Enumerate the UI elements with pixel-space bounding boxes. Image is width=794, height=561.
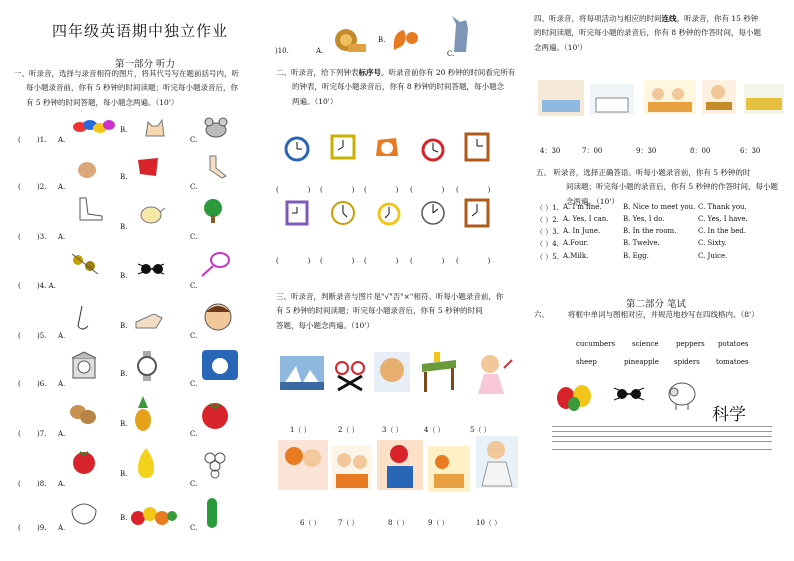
- option-a-label: A.: [58, 183, 66, 191]
- option-c-label: C.: [190, 380, 198, 388]
- option-a-label: A.: [58, 332, 66, 340]
- instruction-line: 答题，每小题念两遍。（10'）: [276, 320, 374, 330]
- part2-heading: 第二部分 笔试: [626, 299, 687, 310]
- instruction-line: 二、听录音，给下列钟表标序号。听录音前你有 20 秒钟的时间看完所有: [276, 68, 516, 77]
- bold-word: 连线: [661, 14, 677, 23]
- clock-icon: [464, 132, 490, 162]
- answer-bracket[interactable]: (: [18, 136, 21, 144]
- option-b-label: B.: [120, 173, 128, 181]
- option-c: C. Thank you.: [698, 203, 747, 211]
- answer-bracket[interactable]: （ ）5.: [536, 253, 559, 261]
- word-option: science: [632, 340, 659, 348]
- section4-instruction: [534, 12, 784, 55]
- writing-line: [552, 431, 772, 432]
- clock-icon: [330, 200, 356, 226]
- question-number: )5.: [37, 332, 47, 340]
- opera-house-picture: [280, 356, 324, 390]
- word-option: sheep: [576, 358, 597, 366]
- class-picture: [644, 80, 696, 114]
- question-number: )6.: [37, 380, 47, 388]
- option-b: B. Egg.: [623, 252, 649, 260]
- question-number: )3.: [37, 233, 47, 241]
- cat-icon: [142, 114, 168, 138]
- question-number: )4. A.: [37, 282, 56, 290]
- option-c: C. In the bed.: [698, 227, 747, 235]
- judge-bracket[interactable]: 5（ ）: [470, 426, 491, 434]
- option-a: A.Four.: [563, 239, 589, 247]
- desk-picture: [418, 350, 460, 394]
- insects-icon: [70, 250, 100, 276]
- watch-icon: [134, 350, 160, 382]
- clock-answer-bracket[interactable]: ( ): [410, 186, 449, 194]
- time-label: 8：00: [690, 147, 711, 155]
- page-title: 四年级英语期中独立作业: [52, 22, 229, 40]
- bedroom-picture: [538, 80, 584, 116]
- option-c-label: C.: [190, 233, 198, 241]
- answer-bracket[interactable]: (: [18, 183, 21, 191]
- instruction-line: 四、听录音，将每项活动与相应的时间连线。听录音，你有 15 秒钟: [534, 14, 759, 23]
- bicycle-crossed-picture: [334, 354, 366, 392]
- judge-bracket[interactable]: 9（ ）: [428, 519, 449, 527]
- option-a: A.Milk.: [563, 252, 589, 260]
- clock-icon: [376, 200, 402, 226]
- clock-icon: [330, 134, 356, 160]
- question-number: )1.: [37, 136, 47, 144]
- clock-answer-bracket[interactable]: ( ): [276, 257, 315, 265]
- face-icon: [202, 300, 234, 332]
- judge-bracket[interactable]: 2（ ）: [338, 426, 359, 434]
- nose-icon: [70, 304, 96, 334]
- answer-bracket[interactable]: （ ）3.: [536, 228, 559, 236]
- mouse-icon: [203, 116, 229, 138]
- time-label: 4：30: [540, 147, 561, 155]
- answer-bracket[interactable]: (: [18, 430, 21, 438]
- question-number: )2.: [37, 183, 47, 191]
- option-a-label: A.: [58, 524, 66, 532]
- answer-bracket[interactable]: (: [18, 332, 21, 340]
- family-picture: [332, 446, 372, 490]
- girl-picture: [470, 350, 514, 396]
- instruction-line: 每小题录音前，你有 5 秒钟的时间读题；听完每小题录音后，你: [26, 83, 239, 93]
- clock-answer-bracket[interactable]: ( ): [456, 257, 495, 265]
- option-c-label: C.: [190, 136, 198, 144]
- question-number: )8.: [37, 480, 47, 488]
- option-c: C. Juice.: [698, 252, 728, 260]
- lion-icon: [332, 26, 368, 58]
- clock-answer-bracket[interactable]: ( ): [364, 257, 403, 265]
- option-b: B. In the room.: [623, 227, 677, 235]
- clock-icon: [464, 198, 490, 228]
- option-b: B. Nice to meet you.: [623, 203, 696, 211]
- egg-icon: [75, 160, 99, 180]
- clock-icon: [284, 136, 310, 162]
- racket-icon: [198, 250, 232, 278]
- section1-instruction: [14, 67, 264, 110]
- instruction-line: 的钟表，听完每小题录音后，你有 8 秒钟的时间答题，每小题念: [292, 82, 505, 92]
- judge-bracket[interactable]: 7（ ）: [338, 519, 359, 527]
- option-b-label: B.: [120, 370, 128, 378]
- question-number: )7.: [37, 430, 47, 438]
- clock-answer-bracket[interactable]: ( ): [364, 186, 403, 194]
- clock-icon: [420, 200, 446, 226]
- part1-heading: 第一部分 听力: [115, 59, 176, 70]
- option-b-label: B.: [120, 223, 128, 231]
- judge-bracket[interactable]: 8（ ）: [388, 519, 409, 527]
- option-a: A. In June.: [563, 227, 601, 235]
- answer-bracket[interactable]: （ ）1.: [536, 204, 559, 212]
- clock-answer-bracket[interactable]: ( ): [320, 186, 359, 194]
- instruction-line: 一、听录音，选择与录音相符的图片，将其代号写在题前括号内，听: [14, 69, 239, 78]
- teapot-icon: [136, 202, 166, 224]
- judge-bracket[interactable]: 6（ ）: [300, 519, 321, 527]
- tree-icon: [200, 198, 226, 224]
- option-b-label: B.: [120, 126, 128, 134]
- judge-bracket[interactable]: 1（ ）: [290, 426, 311, 434]
- building-clock-icon: [70, 350, 98, 380]
- answer-bracket[interactable]: (: [18, 480, 21, 488]
- option-b-label: B.: [120, 322, 128, 330]
- section2-instruction: [276, 66, 526, 109]
- answer-bracket[interactable]: （ ）4.: [536, 240, 559, 248]
- sheep-picture: [666, 378, 698, 412]
- instruction-line: 三、听录音，判断录音与图片是"√"否"×"相符。听每小题录音前，你: [276, 292, 504, 301]
- clock-icon: [284, 200, 310, 226]
- clock-answer-bracket[interactable]: ( ): [456, 186, 495, 194]
- word-option: cucumbers: [576, 340, 616, 348]
- option-a-label: A.: [58, 430, 66, 438]
- time-label: 9：30: [636, 147, 657, 155]
- section6-instruction: 将框中单词与图相对应，并规范地抄写在四线格内。（8'）: [568, 310, 759, 319]
- potatoes-icon: [68, 402, 98, 426]
- writing-line: [552, 449, 772, 450]
- option-b-label: B.: [120, 420, 128, 428]
- time-label: 6：30: [740, 147, 761, 155]
- eating-picture: [702, 80, 736, 114]
- clock-icon: [374, 134, 400, 160]
- bold-word: 标序号: [358, 68, 381, 77]
- option-c-label: C.: [190, 332, 198, 340]
- option-a-label: A.: [316, 47, 324, 55]
- answer-bracket[interactable]: (: [18, 282, 21, 290]
- option-c-label: C.: [190, 480, 198, 488]
- option-a-label: A.: [58, 380, 66, 388]
- red-flag-icon: [136, 156, 160, 178]
- answer-bracket[interactable]: (: [18, 524, 21, 532]
- option-b-label: B.: [378, 36, 386, 44]
- instruction-line: 有 5 秒钟的时间答题，每小题念两遍。（10'）: [26, 97, 179, 107]
- option-a: A. Yes, I can.: [563, 215, 609, 223]
- cucumber-icon: [200, 496, 224, 530]
- bathroom-picture: [590, 84, 634, 114]
- option-c-label: C.: [190, 430, 198, 438]
- time-label: 7：00: [582, 147, 603, 155]
- option-c-label: C.: [190, 282, 198, 290]
- woman-picture: [476, 436, 518, 488]
- answer-bracket[interactable]: (: [18, 380, 21, 388]
- girls-picture: [278, 440, 328, 490]
- boy-picture: [377, 440, 423, 490]
- option-b-label: B.: [120, 514, 128, 522]
- answer-bracket[interactable]: （ ）2.: [536, 216, 559, 224]
- option-c: C. Sixty.: [698, 239, 727, 247]
- peppers-picture: [554, 380, 596, 412]
- judge-bracket[interactable]: 4（ ）: [424, 426, 445, 434]
- option-c-label: C.: [190, 183, 198, 191]
- option-a: A. I'm fine.: [563, 203, 602, 211]
- spiders-icon: [136, 260, 166, 278]
- classroom-picture: [428, 446, 470, 492]
- instruction-line: 有 5 秒钟的时间读题；听完每小题录音后，你有 5 秒钟的时间: [276, 306, 483, 316]
- clock-answer-bracket[interactable]: ( ): [320, 257, 359, 265]
- word-option: pineapple: [624, 358, 659, 366]
- word-option: tomatoes: [716, 358, 749, 366]
- instruction-line: 念两遍。（10'）: [534, 42, 587, 52]
- instruction-line: 两遍。（10'）: [292, 96, 338, 106]
- instruction-line: 间读题；听完每小题的录音后，你有 5 秒钟的作答时间，每小题: [566, 182, 779, 192]
- option-b: B. Yes, I do.: [623, 215, 665, 223]
- instruction-line: 念两遍。（10'）: [566, 196, 619, 206]
- option-c: C. Yes, I have.: [698, 215, 748, 223]
- option-a-label: A.: [58, 480, 66, 488]
- clock-answer-bracket[interactable]: ( ): [276, 186, 315, 194]
- fruits-basket-icon: [130, 504, 178, 530]
- instruction-line: 五、 听录音，选择正确答语。听每小题录音前，你有 5 秒钟的时: [536, 168, 751, 177]
- option-c-label: C.: [447, 50, 455, 58]
- grapes-icon: [200, 448, 232, 480]
- option-b: B. Twelve.: [623, 239, 660, 247]
- judge-bracket[interactable]: 10（ ）: [476, 519, 502, 527]
- science-word: 科学: [712, 405, 746, 425]
- vegetable-outline-icon: [68, 496, 100, 526]
- spiders-picture: [612, 384, 646, 404]
- question-number: )9.: [37, 524, 47, 532]
- row10-num: )10.: [275, 47, 289, 55]
- writing-line: [552, 426, 772, 427]
- option-a-label: A.: [58, 233, 66, 241]
- word-option: peppers: [676, 340, 705, 348]
- telephone-icon: [200, 346, 240, 382]
- judge-bracket[interactable]: 3（ ）: [382, 426, 403, 434]
- writing-line: [552, 441, 772, 442]
- section3-instruction: [276, 290, 526, 333]
- cat-picture: [374, 352, 410, 392]
- arm-icon: [134, 306, 164, 332]
- answer-bracket[interactable]: (: [18, 233, 21, 241]
- wolf-icon: [448, 14, 474, 54]
- clock-icon: [420, 136, 446, 162]
- clock-answer-bracket[interactable]: ( ): [410, 257, 449, 265]
- option-a-label: A.: [58, 136, 66, 144]
- section6-number: 六、: [534, 310, 549, 319]
- foot-icon: [74, 196, 104, 222]
- writing-line: [552, 436, 772, 437]
- leg-icon: [204, 154, 228, 180]
- candies-icon: [72, 118, 116, 136]
- option-c-label: C.: [190, 524, 198, 532]
- option-b-label: B.: [120, 470, 128, 478]
- option-b-label: B.: [120, 272, 128, 280]
- squirrel-icon: [390, 24, 424, 54]
- tomato-icon: [198, 400, 232, 430]
- word-option: potatoes: [718, 340, 749, 348]
- sleeping-picture: [744, 84, 784, 114]
- instruction-line: 的时间读题，听完每小题的录音后，你有 8 秒钟的作答时间，每小题: [534, 28, 762, 38]
- pear-icon: [132, 444, 160, 480]
- word-option: spiders: [674, 358, 700, 366]
- pineapple-icon: [132, 396, 154, 432]
- tomato-icon: [70, 448, 98, 476]
